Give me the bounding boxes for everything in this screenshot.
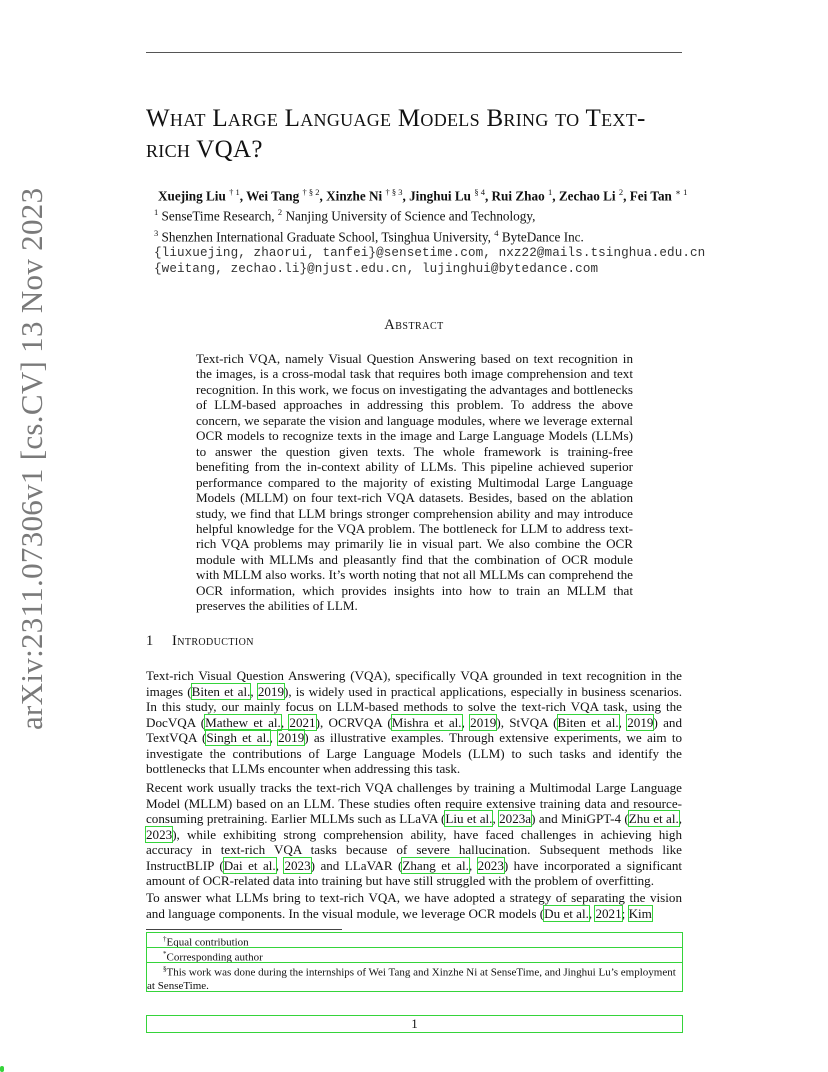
citation-link[interactable]: Zhang et al.	[402, 857, 469, 873]
citation-link[interactable]: Du et al.	[544, 905, 589, 921]
citation-link[interactable]: Mishra et al.	[391, 714, 462, 730]
citation-link[interactable]: Mathew et al.	[205, 714, 281, 730]
citation-link[interactable]: Biten et al.	[557, 714, 619, 730]
page-number[interactable]: 1	[146, 1015, 683, 1033]
citation-link[interactable]: 2019	[627, 714, 654, 730]
author-affiliation-marks: † § 2	[302, 187, 320, 197]
citation-link[interactable]: 2021	[289, 714, 316, 730]
author-name: Jinghui Lu	[409, 188, 475, 204]
author-names: Xuejing Liu $^{\dagger 1}$, Wei Tang $^{\dagger \S 2}$, Xinzhe Ni $^{\dagger \S 3}$, Jinghui Lu $^{\S 4}$, Rui Zhao $^1$, Zechao Li $^2$, Fei Tan $^{∗ 1}$	[158, 187, 688, 204]
affiliation-text: Nanjing University of Science and Technology,	[282, 208, 536, 224]
footnote-text: Corresponding author	[166, 951, 263, 964]
affiliation-number: 1	[154, 207, 159, 218]
citation-link[interactable]: 2023	[146, 826, 173, 842]
intro-paragraph-2: Recent work usually tracks the text-rich VQA challenges by training a Multimodal Large Language Model (MLLM) based on an LLM. These studies often require extensive training data and resource-consuming pretraining. Earlier MLLMs such as LLaVA (Liu et al., 2023a) and MiniGPT-4 (Zhu et al., 2023), while exhibiting strong comprehension ability, have faced challenges in achieving high accuracy in text-rich VQA tasks because of severe hallucination. Subsequent methods like InstructBLIP (Dai et al., 2023) and LLaVAR (Zhang et al., 2023) have incorporated a significant amount of OCR-related data into training but have still struggled with the problem of overfitting.	[146, 780, 683, 888]
author-affiliation-marks: 2	[618, 187, 624, 197]
emails-line-1[interactable]: {liuxuejing, zhaorui, tanfei}@sensetime.com, nxz22@mails.tsinghua.edu.cn	[154, 246, 706, 261]
intro-paragraph-3: To answer what LLMs bring to text-rich VQA, we have adopted a strategy of separating the vision and language components. In the visual module, we leverage OCR models (Du et al., 2021; Kim	[146, 890, 682, 921]
corner-marker	[0, 1066, 4, 1072]
citation-link[interactable]: Biten et al.	[191, 683, 251, 699]
intro-paragraph-1: Text-rich Visual Question Answering (VQA), specifically VQA grounded in text recognition in the images (Biten et al., 2019), is widely used in practical applications, especially in business scenarios. In this study, our mainly focus on LLM-based methods to solve the text-rich VQA task, using the DocVQA (Mathew et al., 2021), OCRVQA (Mishra et al., 2019), StVQA (Biten et al., 2019) and TextVQA (Singh et al., 2019) as illustrative examples. Through extensive experiments, we aim to investigate the contributions of Large Language Models (LLM) to such tasks and identify the bottlenecks that LLMs encounter when addressing this task.	[146, 668, 683, 776]
citation-link[interactable]: 2023	[477, 857, 504, 873]
citation-link[interactable]: Liu et al.	[445, 811, 493, 826]
citation-link[interactable]: Dai et al.	[223, 857, 276, 873]
citation-link[interactable]: 2023	[284, 857, 311, 873]
affiliation-text: SenseTime Research,	[158, 208, 278, 224]
paper-title	[146, 103, 706, 165]
author-affiliation-marks: † § 3	[385, 187, 403, 197]
footnote-text: This work was done during the internships of Wei Tang and Xinzhe Ni at SenseTime, and Jinghui Lu’s employment at SenseTime.	[147, 966, 676, 992]
citation-link[interactable]: 2023a	[499, 811, 532, 826]
author-name: Zechao Li	[558, 188, 619, 204]
footnote-internship[interactable]	[146, 962, 683, 992]
author-affiliation-marks: † 1	[229, 187, 240, 197]
section-title: Introduction	[172, 633, 254, 649]
citation-link[interactable]: 2019	[470, 714, 497, 730]
author-affiliation-marks: ∗ 1	[675, 187, 688, 197]
affiliations-line-2	[146, 225, 746, 245]
emails-line-2[interactable]: {weitang, zechao.li}@njust.edu.cn, lujinghui@bytedance.com	[154, 262, 599, 277]
author-name: Wei Tang	[246, 188, 303, 204]
author-name: Fei Tan	[629, 188, 676, 204]
abstract-body: Text-rich VQA, namely Visual Question Answering based on text recognition in the images, is a cross-modal task that requires both image comprehension and text recognition. In this work, we focus on investigating the advantages and bottlenecks of LLM-based approaches in addressing this problem. To address the above concern, we separate the vision and language modules, where we leverage external OCR models to recognize texts in the image and Large Language Models (LLMs) to answer the question given texts. The whole framework is training-free benefiting from the in-context ability of LLMs. This pipeline achieved superior performance compared to the majority of existing Multimodal Large Language Models (MLLM) on four text-rich VQA datasets. Besides, based on the ablation study, we find that LLM brings stronger comprehension ability and may introduce helpful knowledge for the VQA problem. The bottleneck for LLM to address text-rich VQA problems may primarily lie in visual part. We also combine the OCR module with MLLMs and pleasantly find that the combination of OCR module with MLLM also works. It’s worth noting that not all MLLMs can comprehend the OCR information, which provides insights into how to train an MLLM that preserves the abilities of LLM.	[196, 351, 633, 614]
author-affiliation-marks: 1	[547, 187, 553, 197]
footnote-corresponding-author[interactable]	[146, 947, 683, 963]
affiliations-line-1	[146, 204, 746, 224]
affiliation-number: 4	[494, 227, 499, 238]
footnote-mark: *	[163, 950, 167, 958]
author-block	[146, 184, 746, 277]
title-line-1: What Large Language Models Bring to Text-	[146, 105, 646, 132]
title-line-2: rich VQA?	[146, 136, 263, 163]
footnote-text: Equal contribution	[166, 936, 249, 949]
footnote-equal-contribution[interactable]	[146, 932, 683, 948]
citation-link[interactable]: Zhu et al.	[628, 811, 679, 826]
arxiv-identifier-stamp[interactable]: arXiv:2311.07306v1 [cs.CV] 13 Nov 2023	[14, 187, 49, 730]
footnote-rule	[146, 929, 342, 930]
footnote-mark: †	[163, 935, 167, 943]
section-number: 1	[146, 633, 154, 649]
citation-link[interactable]: 2019	[278, 730, 305, 745]
affiliation-number: 2	[277, 207, 283, 218]
section-heading-introduction	[146, 633, 254, 650]
footnote-mark: §	[163, 965, 167, 973]
author-name: Xinzhe Ni	[326, 188, 386, 204]
affiliation-number: 3	[154, 227, 159, 238]
author-name: Rui Zhao	[491, 188, 548, 204]
citation-link[interactable]: 2021	[595, 905, 622, 921]
abstract-heading: Abstract	[384, 317, 444, 333]
affiliation-text: ByteDance Inc.	[498, 229, 584, 245]
header-rule	[146, 52, 682, 53]
author-name: Xuejing Liu	[158, 188, 230, 204]
citation-link[interactable]: 2019	[257, 683, 284, 699]
affiliation-text: Shenzhen International Graduate School, Tsinghua University,	[158, 229, 495, 245]
author-affiliation-marks: § 4	[474, 187, 485, 197]
citation-link[interactable]: Singh et al.	[206, 730, 270, 745]
citation-link[interactable]: Kim	[628, 905, 652, 921]
